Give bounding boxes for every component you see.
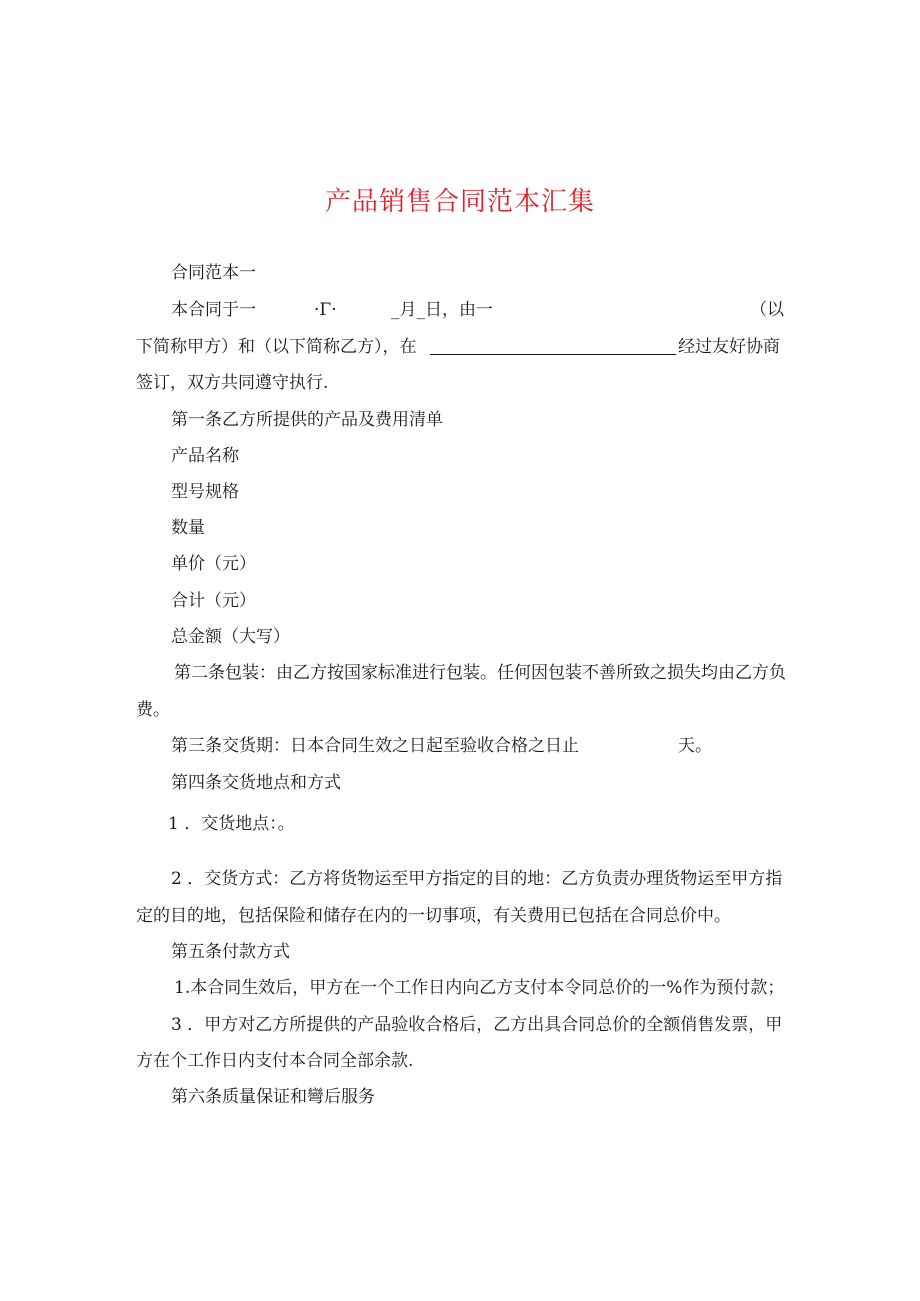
article5-item3-line1: 3 ．甲方对乙方所提供的产品验收合格后，乙方出具合同总价的全额俏售发票，甲 <box>171 1015 783 1035</box>
article4-item2-line1: 2 ．交货方式：乙方将货物运至甲方指定的目的地：乙方负责办理货物运至甲方指 <box>171 869 783 889</box>
article3-text: 第三条交货期：日本合同生效之日起至验收合格之日止 <box>171 736 579 756</box>
article6-heading: 第六条质量保证和彎后服务 <box>171 1087 375 1107</box>
article4-item2-line2: 定的目的地，包括保险和储存在内的一切事项，有关费用已包括在合同总价中。 <box>136 906 731 926</box>
article1-heading: 第一条乙方所提供的产品及费用清单 <box>171 410 443 430</box>
article5-item3-line2: 方在个工作日内支付本合同全部余款. <box>136 1051 414 1071</box>
article5-item1: 1.本合同生效后，甲方在一个工作日内向乙方支付本令同总价的一%作为预付款； <box>174 978 785 998</box>
article4-heading: 第四条交货地点和方式 <box>171 773 341 793</box>
article3-unit: 天。 <box>678 736 712 756</box>
article1-item: 单价（元） <box>171 554 256 574</box>
article1-item: 总金额（大写） <box>171 627 290 647</box>
article1-item: 合计（元） <box>171 591 256 611</box>
preamble-month-day: _月_日，由一 <box>391 300 493 320</box>
preamble-line2-start: 下简称甲方）和（以下简称乙方），在 <box>136 337 417 357</box>
document-title: 产品销售合同范本汇集 <box>324 187 595 217</box>
article4-item1: 1 ．交货地点：。 <box>168 814 295 834</box>
article2-line1: 第二条包装：由乙方按国家标准进行包装。任何因包装不善所致之损失均由乙方负 <box>174 663 786 683</box>
preamble-line1-start: 本合同于一 <box>171 300 256 320</box>
section-label: 合同范本一 <box>171 263 256 283</box>
preamble-line3: 签订，双方共同遵守执行. <box>136 373 329 393</box>
preamble-line2-end: 经过友好协商 <box>678 337 780 357</box>
preamble-date-mark: ·Γ· <box>314 300 337 320</box>
article5-heading: 第五条付款方式 <box>171 942 290 962</box>
article1-item: 数量 <box>171 518 205 538</box>
article2-line2: 费。 <box>136 700 170 720</box>
place-blank <box>430 338 676 355</box>
preamble-line1-end: （以 <box>750 300 784 320</box>
article1-item: 型号规格 <box>171 482 239 502</box>
article1-item: 产品名称 <box>171 446 239 466</box>
